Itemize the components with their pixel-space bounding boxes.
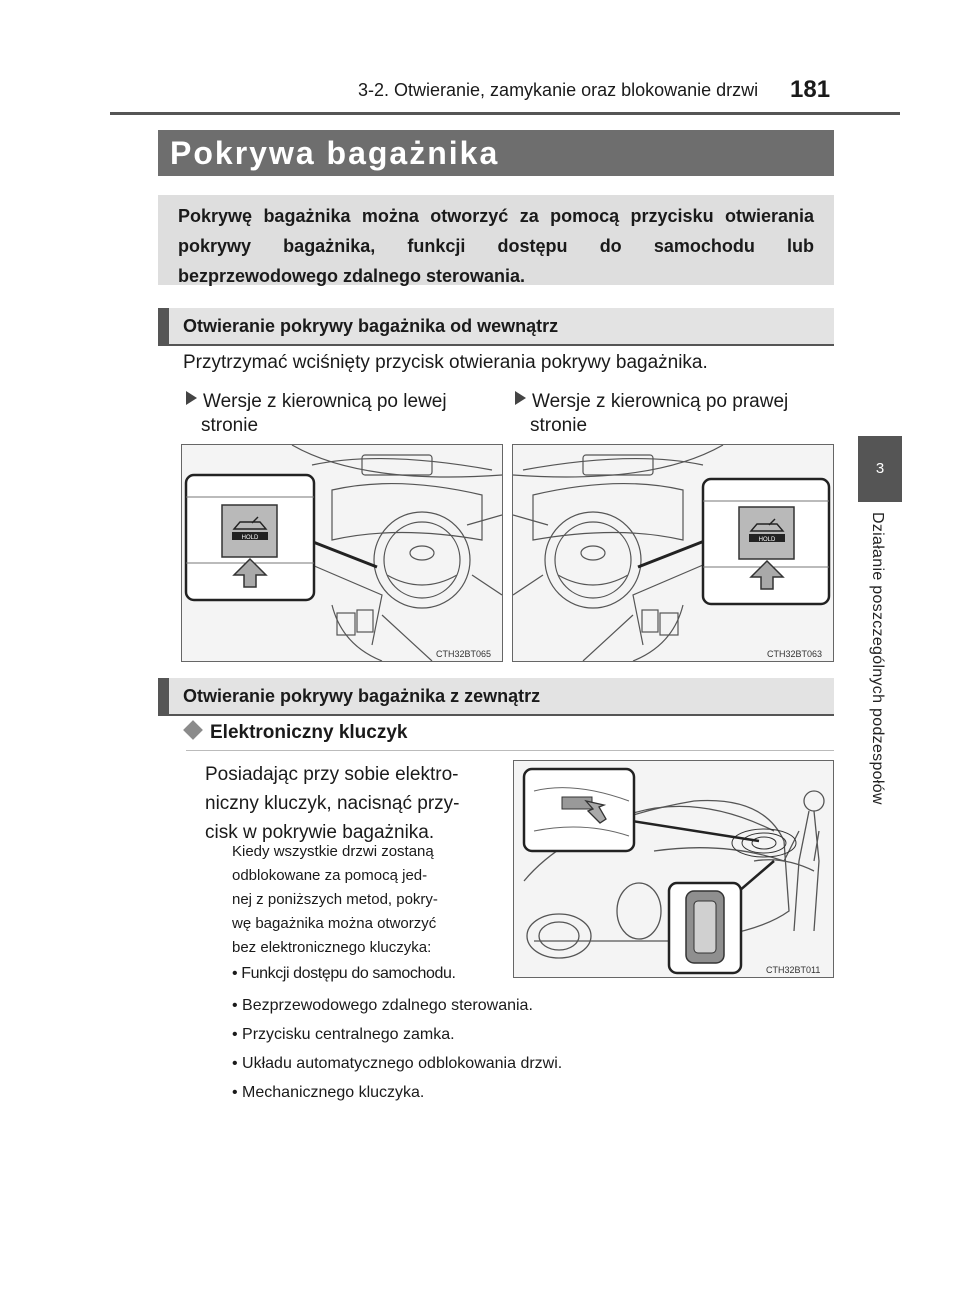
dashboard-rhd-drawing (513, 445, 833, 661)
figure-id-right: CTH32BT063 (767, 649, 823, 659)
section-heading-outside: Otwieranie pokrywy bagażnika z zewnątrz (158, 678, 834, 714)
note-line: nej z poniższych metod, pokry- (232, 891, 438, 908)
note-line: bez elektronicznego kluczyka: (232, 939, 432, 956)
subheading-rule (186, 750, 834, 751)
page-title: Pokrywa bagażnika (158, 130, 834, 176)
header-rule (110, 112, 900, 115)
chapter-tab-label: Działanie poszczególnych podzespołów (869, 512, 886, 805)
key-paragraph-line: cisk w pokrywie bagażnika. (205, 822, 435, 843)
caption-left-line1: Wersje z kierownicą po lewej (203, 391, 447, 412)
hold-label-left: HOLD (241, 535, 259, 541)
intro-box (158, 195, 834, 285)
caption-left (186, 390, 447, 438)
key-paragraph (205, 760, 459, 847)
page-number: 181 (790, 76, 831, 103)
illustration-trunk-opening (513, 760, 834, 978)
section-rule (158, 344, 834, 346)
subheading-electronic-key (186, 722, 407, 744)
chapter-tab: 3 (858, 436, 902, 502)
intro-text: Pokrywę bagażnika można otworzyć za pomocą przycisku otwierania pokrywy bagażnika, funkcji dostępu do samochodu lub bezprzewodowego zdalnego sterowania. (178, 206, 814, 286)
section-rule (158, 714, 834, 716)
bullet-item: • Układu automatycznego odblokowania drzwi. (232, 1055, 563, 1072)
arrow-right-icon (186, 391, 197, 405)
diamond-icon (183, 720, 203, 740)
figure-id-trunk: CTH32BT011 (766, 965, 821, 975)
bullet-item: • Funkcji dostępu do samochodu. (232, 965, 456, 982)
note-paragraph (232, 840, 500, 960)
note-line: wę bagażnika można otworzyć (232, 915, 437, 932)
bullet-item: • Mechanicznego kluczyka. (232, 1084, 425, 1101)
instruction-text: Przytrzymać wciśnięty przycisk otwierania pokrywy bagażnika. (183, 352, 708, 373)
arrow-right-icon (515, 391, 526, 405)
caption-right (515, 390, 788, 438)
section-heading-inside: Otwieranie pokrywy bagażnika od wewnątrz (158, 308, 834, 344)
caption-right-line1: Wersje z kierownicą po prawej (532, 391, 789, 412)
hold-label-right: HOLD (758, 537, 776, 543)
key-paragraph-line: Posiadając przy sobie elektro- (205, 764, 459, 785)
illustration-lhd-dashboard (181, 444, 503, 662)
bullet-item: • Przycisku centralnego zamka. (232, 1026, 455, 1043)
dashboard-lhd-drawing (182, 445, 502, 661)
figure-id-left: CTH32BT065 (436, 649, 492, 659)
note-line: Kiedy wszystkie drzwi zostaną (232, 843, 434, 860)
caption-right-line2: stronie (530, 415, 588, 436)
bullet-item: • Bezprzewodowego zdalnego sterowania. (232, 997, 533, 1014)
note-line: odblokowane za pomocą jed- (232, 867, 428, 884)
subheading-text: Elektroniczny kluczyk (210, 722, 408, 743)
key-paragraph-line: niczny kluczyk, nacisnąć przy- (205, 793, 460, 814)
car-rear-drawing (514, 761, 833, 977)
chapter-title: 3-2. Otwieranie, zamykanie oraz blokowanie drzwi (358, 80, 759, 100)
illustration-rhd-dashboard (512, 444, 834, 662)
caption-left-line2: stronie (201, 415, 259, 436)
